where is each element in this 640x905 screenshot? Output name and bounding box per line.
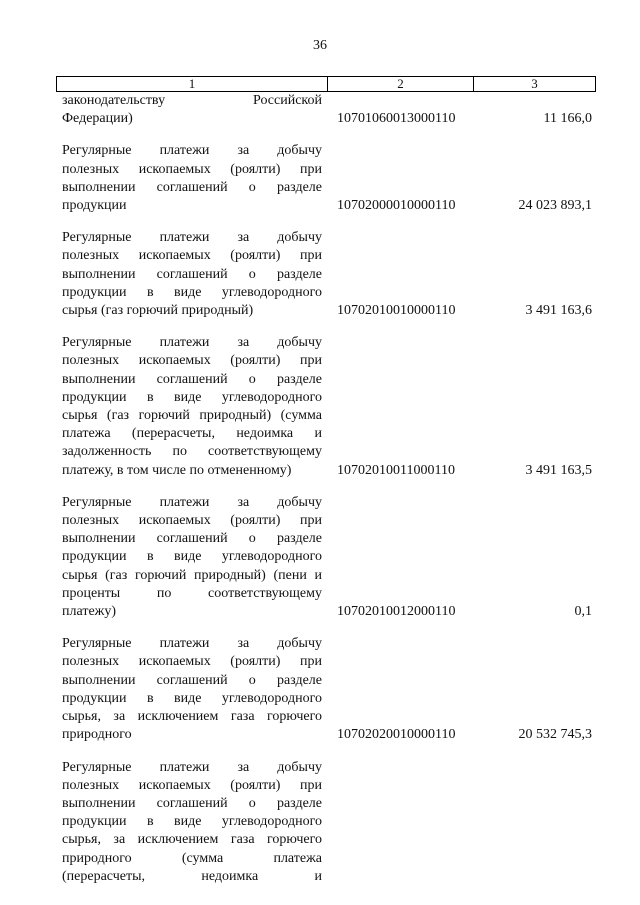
row-description bbox=[62, 759, 322, 886]
row-description bbox=[62, 142, 322, 215]
description-line: платежу, в том числе по отмененному) bbox=[62, 462, 292, 478]
description-line: Федерации) bbox=[62, 111, 133, 127]
description-line: сырья (газ горючий природный) bbox=[62, 303, 254, 319]
description-line: Регулярные платежи за добычу bbox=[62, 230, 322, 246]
description-line: сырья, за исключением газа горючего bbox=[62, 709, 322, 725]
row-code: 10702010010000110 bbox=[337, 303, 456, 319]
description-line: Регулярные платежи за добычу bbox=[62, 335, 322, 351]
description-line: платежа (перерасчеты, недоимка и bbox=[62, 426, 322, 442]
description-line: выполнении соглашений о разделе bbox=[62, 672, 322, 688]
description-line: полезных ископаемых (роялти) при bbox=[62, 353, 322, 369]
row-description bbox=[62, 635, 322, 744]
row-description bbox=[62, 334, 322, 480]
page-number: 36 bbox=[313, 38, 327, 53]
description-line: платежу) bbox=[62, 604, 116, 620]
description-line: сырья (газ горючий природный) (пени и bbox=[62, 567, 322, 583]
table-row bbox=[0, 635, 640, 744]
table-row bbox=[0, 229, 640, 320]
description-line: продукции в виде углеводородного bbox=[62, 389, 322, 405]
description-line: Регулярные платежи за добычу bbox=[62, 494, 322, 510]
row-amount: 3 491 163,6 bbox=[525, 303, 592, 319]
row-code: 10702000010000110 bbox=[337, 198, 456, 214]
description-line: полезных ископаемых (роялти) при bbox=[62, 777, 322, 793]
description-line: Регулярные платежи за добычу bbox=[62, 759, 322, 775]
description-line: выполнении соглашений о разделе bbox=[62, 371, 322, 387]
description-line: продукции в виде углеводородного bbox=[62, 549, 322, 565]
table-row bbox=[0, 759, 640, 886]
table-body bbox=[0, 92, 640, 900]
row-amount: 11 166,0 bbox=[543, 111, 592, 127]
row-amount: 0,1 bbox=[574, 604, 592, 620]
header-col-1: 1 bbox=[57, 77, 328, 91]
row-description bbox=[62, 494, 322, 621]
row-code: 10701060013000110 bbox=[337, 111, 456, 127]
header-col-3: 3 bbox=[531, 76, 538, 91]
description-line: Регулярные платежи за добычу bbox=[62, 636, 322, 652]
description-line: выполнении соглашений о разделе bbox=[62, 179, 322, 195]
description-line: законодательству Российской bbox=[62, 93, 322, 108]
description-line: полезных ископаемых (роялти) при bbox=[62, 161, 322, 177]
description-line: полезных ископаемых (роялти) при bbox=[62, 654, 322, 670]
row-code: 10702020010000110 bbox=[337, 727, 456, 743]
table-row bbox=[0, 334, 640, 480]
description-line: выполнении соглашений о разделе bbox=[62, 795, 322, 811]
description-line: полезных ископаемых (роялти) при bbox=[62, 513, 322, 529]
table-row bbox=[0, 142, 640, 215]
description-line: сырья (газ горючий природный) (сумма bbox=[62, 408, 322, 424]
description-line: выполнении соглашений о разделе bbox=[62, 266, 322, 282]
table-row bbox=[0, 494, 640, 621]
description-line: задолженность по соответствующему bbox=[62, 444, 322, 460]
description-line: выполнении соглашений о разделе bbox=[62, 531, 322, 547]
row-amount: 3 491 163,5 bbox=[525, 462, 592, 478]
description-line: проценты по соответствующему bbox=[62, 585, 322, 601]
description-line: полезных ископаемых (роялти) при bbox=[62, 248, 322, 264]
table-header bbox=[56, 76, 596, 92]
description-line: продукции в виде углеводородного bbox=[62, 814, 322, 830]
row-code: 10702010012000110 bbox=[337, 604, 456, 620]
row-description bbox=[62, 229, 322, 320]
description-line: Регулярные платежи за добычу bbox=[62, 143, 322, 159]
row-amount: 20 532 745,3 bbox=[518, 727, 592, 743]
row-amount: 24 023 893,1 bbox=[518, 198, 592, 214]
description-line: продукции в виде углеводородного bbox=[62, 284, 322, 300]
description-line: (перерасчеты, недоимка и bbox=[62, 868, 322, 884]
description-line: продукции bbox=[62, 198, 127, 214]
row-description bbox=[62, 92, 322, 128]
description-line: продукции в виде углеводородного bbox=[62, 690, 322, 706]
description-line: сырья, за исключением газа горючего bbox=[62, 832, 322, 848]
row-code: 10702010011000110 bbox=[337, 462, 455, 478]
table-row bbox=[0, 92, 640, 128]
description-line: природного bbox=[62, 727, 132, 743]
header-col-2: 2 bbox=[328, 77, 474, 91]
description-line: природного (сумма платежа bbox=[62, 850, 322, 866]
